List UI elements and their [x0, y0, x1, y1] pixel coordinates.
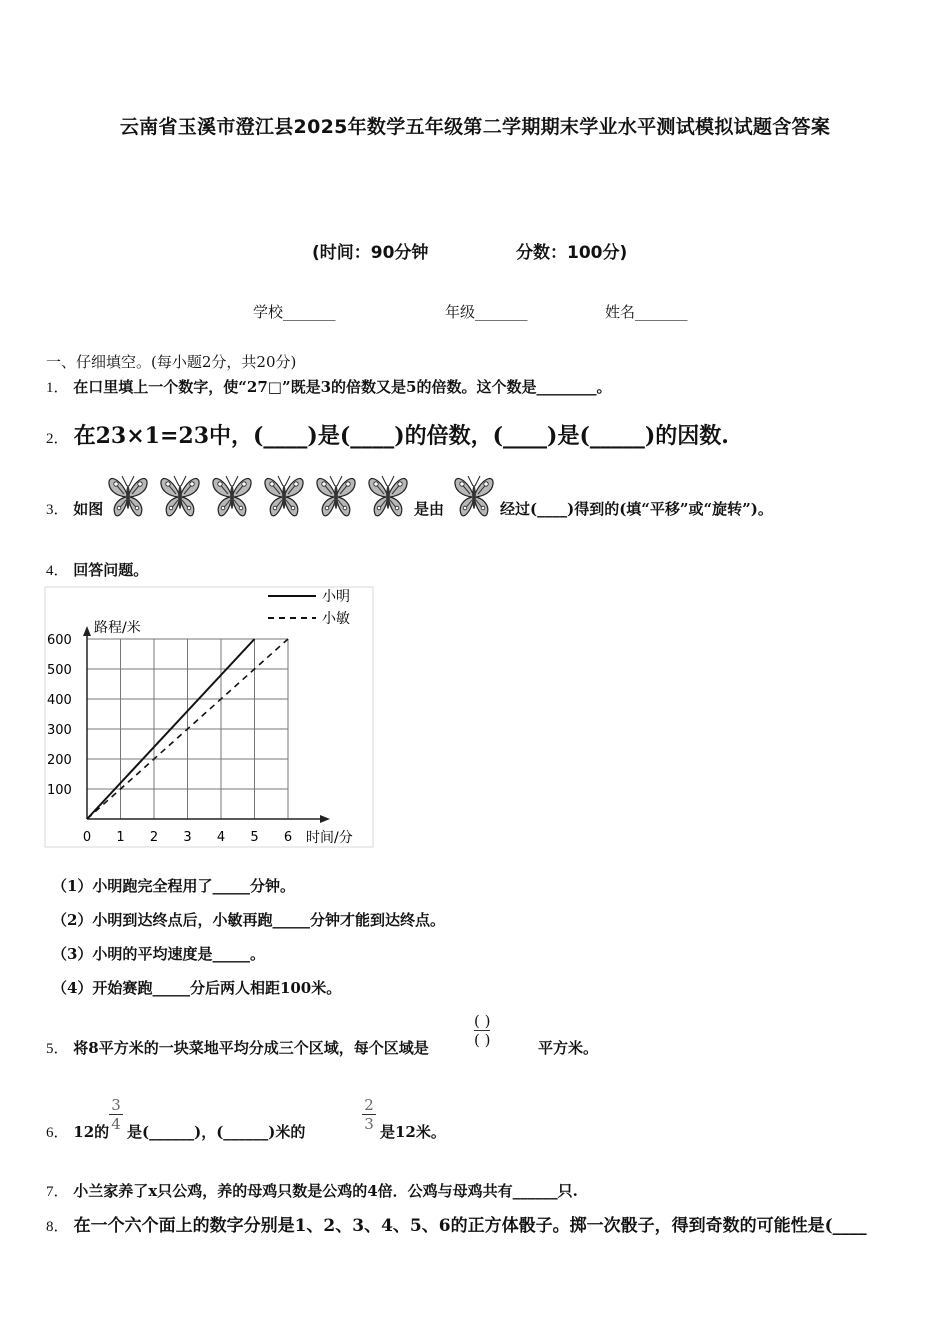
question-number: 3．: [46, 502, 69, 518]
fraction-numerator: 3: [111, 1096, 121, 1114]
butterfly-icon: [369, 476, 407, 516]
y-tick-label: 300: [47, 723, 72, 738]
y-tick-label: 100: [47, 783, 72, 798]
x-tick-label: 5: [250, 830, 259, 845]
question-3-post: 经过(____)得到的(填“平移”或“旋转”)。: [500, 500, 773, 518]
legend-label: 小敏: [322, 611, 350, 627]
butterfly-sequence: [106, 468, 414, 522]
question-5-post: 平方米。: [538, 1039, 599, 1057]
question-7: [46, 1180, 578, 1201]
x-axis-arrow: [320, 815, 330, 823]
fraction-three-quarters: [109, 1096, 123, 1133]
question-text: 小兰家养了x只公鸡，养的母鸡只数是公鸡的4倍．公鸡与母鸡共有______只.: [73, 1182, 578, 1200]
fraction-numerator: 2: [364, 1096, 374, 1114]
question-8: [46, 1211, 867, 1236]
question-text: 12的: [73, 1123, 110, 1141]
single-butterfly: [450, 468, 498, 522]
exam-score: 分数：100分): [516, 243, 628, 263]
y-axis-label: 路程/米: [94, 620, 141, 636]
question-5: [46, 1037, 429, 1058]
butterfly-icon: [317, 476, 355, 516]
question-text: 在23×1=23中，(____)是(____)的倍数，(____)是(_____)的因数.: [73, 423, 729, 449]
butterfly-icon: [161, 476, 199, 516]
question-text: 将8平方米的一块菜地平均分成三个区域，每个区域是: [73, 1039, 429, 1057]
question-3-prefix: [46, 498, 103, 519]
y-tick-label: 600: [47, 633, 72, 648]
section-heading: 一、仔细填空。(每小题2分，共20分): [46, 353, 297, 371]
question-number: 1．: [46, 380, 69, 396]
page-title: 云南省玉溪市澄江县2025年数学五年级第二学期期末学业水平测试模拟试题含答案: [119, 116, 831, 138]
y-tick-labels: [47, 633, 72, 798]
exam-time: (时间：90分钟: [312, 243, 429, 263]
question-number: 2．: [46, 431, 69, 447]
chart-legend: [268, 589, 350, 627]
question-4-sub-1: （1）小明跑完全程用了_____分钟。: [52, 877, 295, 895]
x-tick-label: 1: [116, 830, 125, 845]
y-tick-label: 500: [47, 663, 72, 678]
question-6: [46, 1121, 109, 1142]
butterfly-icon: [109, 476, 147, 516]
question-4-sub-3: （3）小明的平均速度是_____。: [52, 945, 265, 963]
question-text: 回答问题。: [73, 561, 149, 579]
question-text: 在一个六个面上的数字分别是1、2、3、4、5、6的正方体骰子。掷一次骰子，得到奇数的可能性是(____: [73, 1216, 867, 1236]
y-axis-arrow: [83, 626, 91, 636]
x-tick-label: 0: [82, 830, 92, 845]
butterfly-icon: [213, 476, 251, 516]
fraction-numerator: ( ): [474, 1012, 491, 1030]
question-4-sub-2: （2）小明到达终点后，小敏再跑_____分钟才能到达终点。: [52, 911, 445, 929]
fraction-two-thirds: [362, 1096, 376, 1133]
question-text: 在口里填上一个数字，使“27□”既是3的倍数又是5的倍数。这个数是________。: [73, 378, 612, 396]
butterfly-icon: [455, 476, 493, 516]
question-3-mid: 是由: [414, 500, 445, 518]
x-axis-label: 时间/分: [306, 830, 353, 846]
question-text: 如图: [73, 500, 104, 518]
fraction-denominator: 4: [109, 1114, 123, 1133]
question-number: 4．: [46, 563, 69, 579]
question-6-post: 是12米。: [380, 1123, 446, 1141]
grade-field: 年级_______: [445, 303, 528, 321]
butterfly-icon: [265, 476, 303, 516]
x-tick-label: 2: [149, 830, 159, 845]
question-6-mid: 是(______)，(______)米的: [127, 1123, 306, 1141]
question-number: 5．: [46, 1041, 69, 1057]
question-2: [46, 419, 729, 450]
y-tick-label: 200: [47, 753, 72, 768]
x-tick-label: 4: [216, 830, 226, 845]
question-1: [46, 376, 611, 397]
x-tick-label: 3: [183, 830, 192, 845]
line-chart: [44, 586, 374, 848]
question-number: 7．: [46, 1184, 69, 1200]
question-number: 6．: [46, 1125, 69, 1141]
fraction-denominator: 3: [362, 1114, 376, 1133]
name-field: 姓名_______: [605, 303, 688, 321]
x-tick-labels: [83, 830, 292, 845]
question-4-sub-4: （4）开始赛跑_____分后两人相距100米。: [52, 979, 342, 997]
blank-fraction: [474, 1012, 490, 1049]
fraction-denominator: ( ): [474, 1031, 491, 1049]
y-tick-label: 400: [47, 693, 72, 708]
question-number: 8．: [46, 1219, 69, 1235]
legend-label: 小明: [322, 589, 350, 605]
x-tick-label: 6: [283, 830, 293, 845]
school-field: 学校_______: [253, 303, 336, 321]
question-4: [46, 559, 148, 580]
